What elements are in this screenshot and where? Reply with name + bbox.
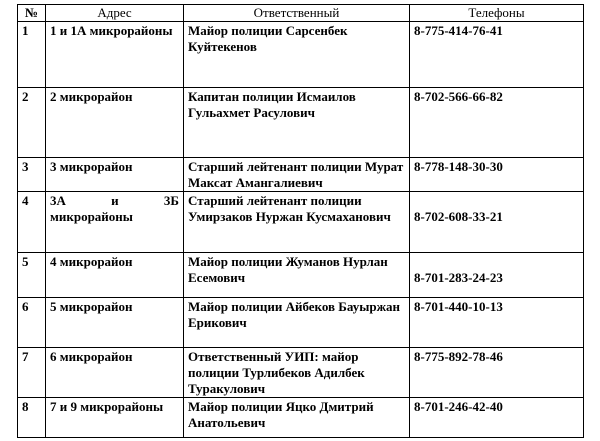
row-responsible: Майор полиции Айбеков Бауыржан Ерикович <box>184 298 410 348</box>
row-responsible: Майор полиции Яцко Дмитрий Анатольевич <box>184 398 410 438</box>
header-num: № <box>18 5 46 22</box>
row-phone: 8-701-440-10-13 <box>410 298 584 348</box>
table-row <box>18 253 584 298</box>
address-part: 3А <box>50 193 66 208</box>
row-phone: 8-702-566-66-82 <box>410 88 584 158</box>
row-phone: 8-701-246-42-40 <box>410 398 584 438</box>
table-row <box>18 348 584 398</box>
row-address: 1 и 1А микрорайоны <box>46 22 184 88</box>
row-address: 6 микрорайон <box>46 348 184 398</box>
table-row <box>18 22 584 88</box>
row-phone: 8-778-148-30-30 <box>410 158 584 192</box>
row-address: 2 микрорайон <box>46 88 184 158</box>
row-num: 6 <box>18 298 46 348</box>
row-address: 3 микрорайон <box>46 158 184 192</box>
contacts-table <box>17 4 584 438</box>
row-phone: 8-775-892-78-46 <box>410 348 584 398</box>
header-responsible: Ответственный <box>184 5 410 22</box>
row-phone <box>410 192 584 253</box>
row-num: 7 <box>18 348 46 398</box>
row-responsible: Капитан полиции Исмаилов Гульахмет Расулович <box>184 88 410 158</box>
table-row <box>18 298 584 348</box>
table-row <box>18 158 584 192</box>
row-num: 5 <box>18 253 46 298</box>
phone-value: 8-702-608-33-21 <box>414 209 503 224</box>
address-part: 3Б <box>163 193 179 208</box>
row-phone: 8-775-414-76-41 <box>410 22 584 88</box>
table-row <box>18 398 584 438</box>
table-row <box>18 88 584 158</box>
row-num: 2 <box>18 88 46 158</box>
row-num: 3 <box>18 158 46 192</box>
row-responsible: Старший лейтенант полиции Умирзаков Нуржан Кусмаханович <box>184 192 410 253</box>
header-row <box>18 5 584 22</box>
row-phone <box>410 253 584 298</box>
address-part: и <box>111 193 119 208</box>
row-address: 4 микрорайон <box>46 253 184 298</box>
header-phones: Телефоны <box>410 5 584 22</box>
row-responsible: Старший лейтенант полиции Мурат Максат Амангалиевич <box>184 158 410 192</box>
row-address: 5 микрорайон <box>46 298 184 348</box>
header-address: Адрес <box>46 5 184 22</box>
row-num: 8 <box>18 398 46 438</box>
row-address: 7 и 9 микрорайоны <box>46 398 184 438</box>
row-responsible: Майор полиции Сарсенбек Куйтекенов <box>184 22 410 88</box>
row-address <box>46 192 184 253</box>
row-num: 4 <box>18 192 46 253</box>
address-line-1 <box>50 193 179 209</box>
phone-value: 8-701-283-24-23 <box>414 270 503 285</box>
row-num: 1 <box>18 22 46 88</box>
table-row <box>18 192 584 253</box>
row-responsible: Ответственный УИП: майор полиции Турлибеков Адилбек Туракулович <box>184 348 410 398</box>
address-line-2: микрорайоны <box>50 209 133 224</box>
row-responsible: Майор полиции Жуманов Нурлан Есемович <box>184 253 410 298</box>
